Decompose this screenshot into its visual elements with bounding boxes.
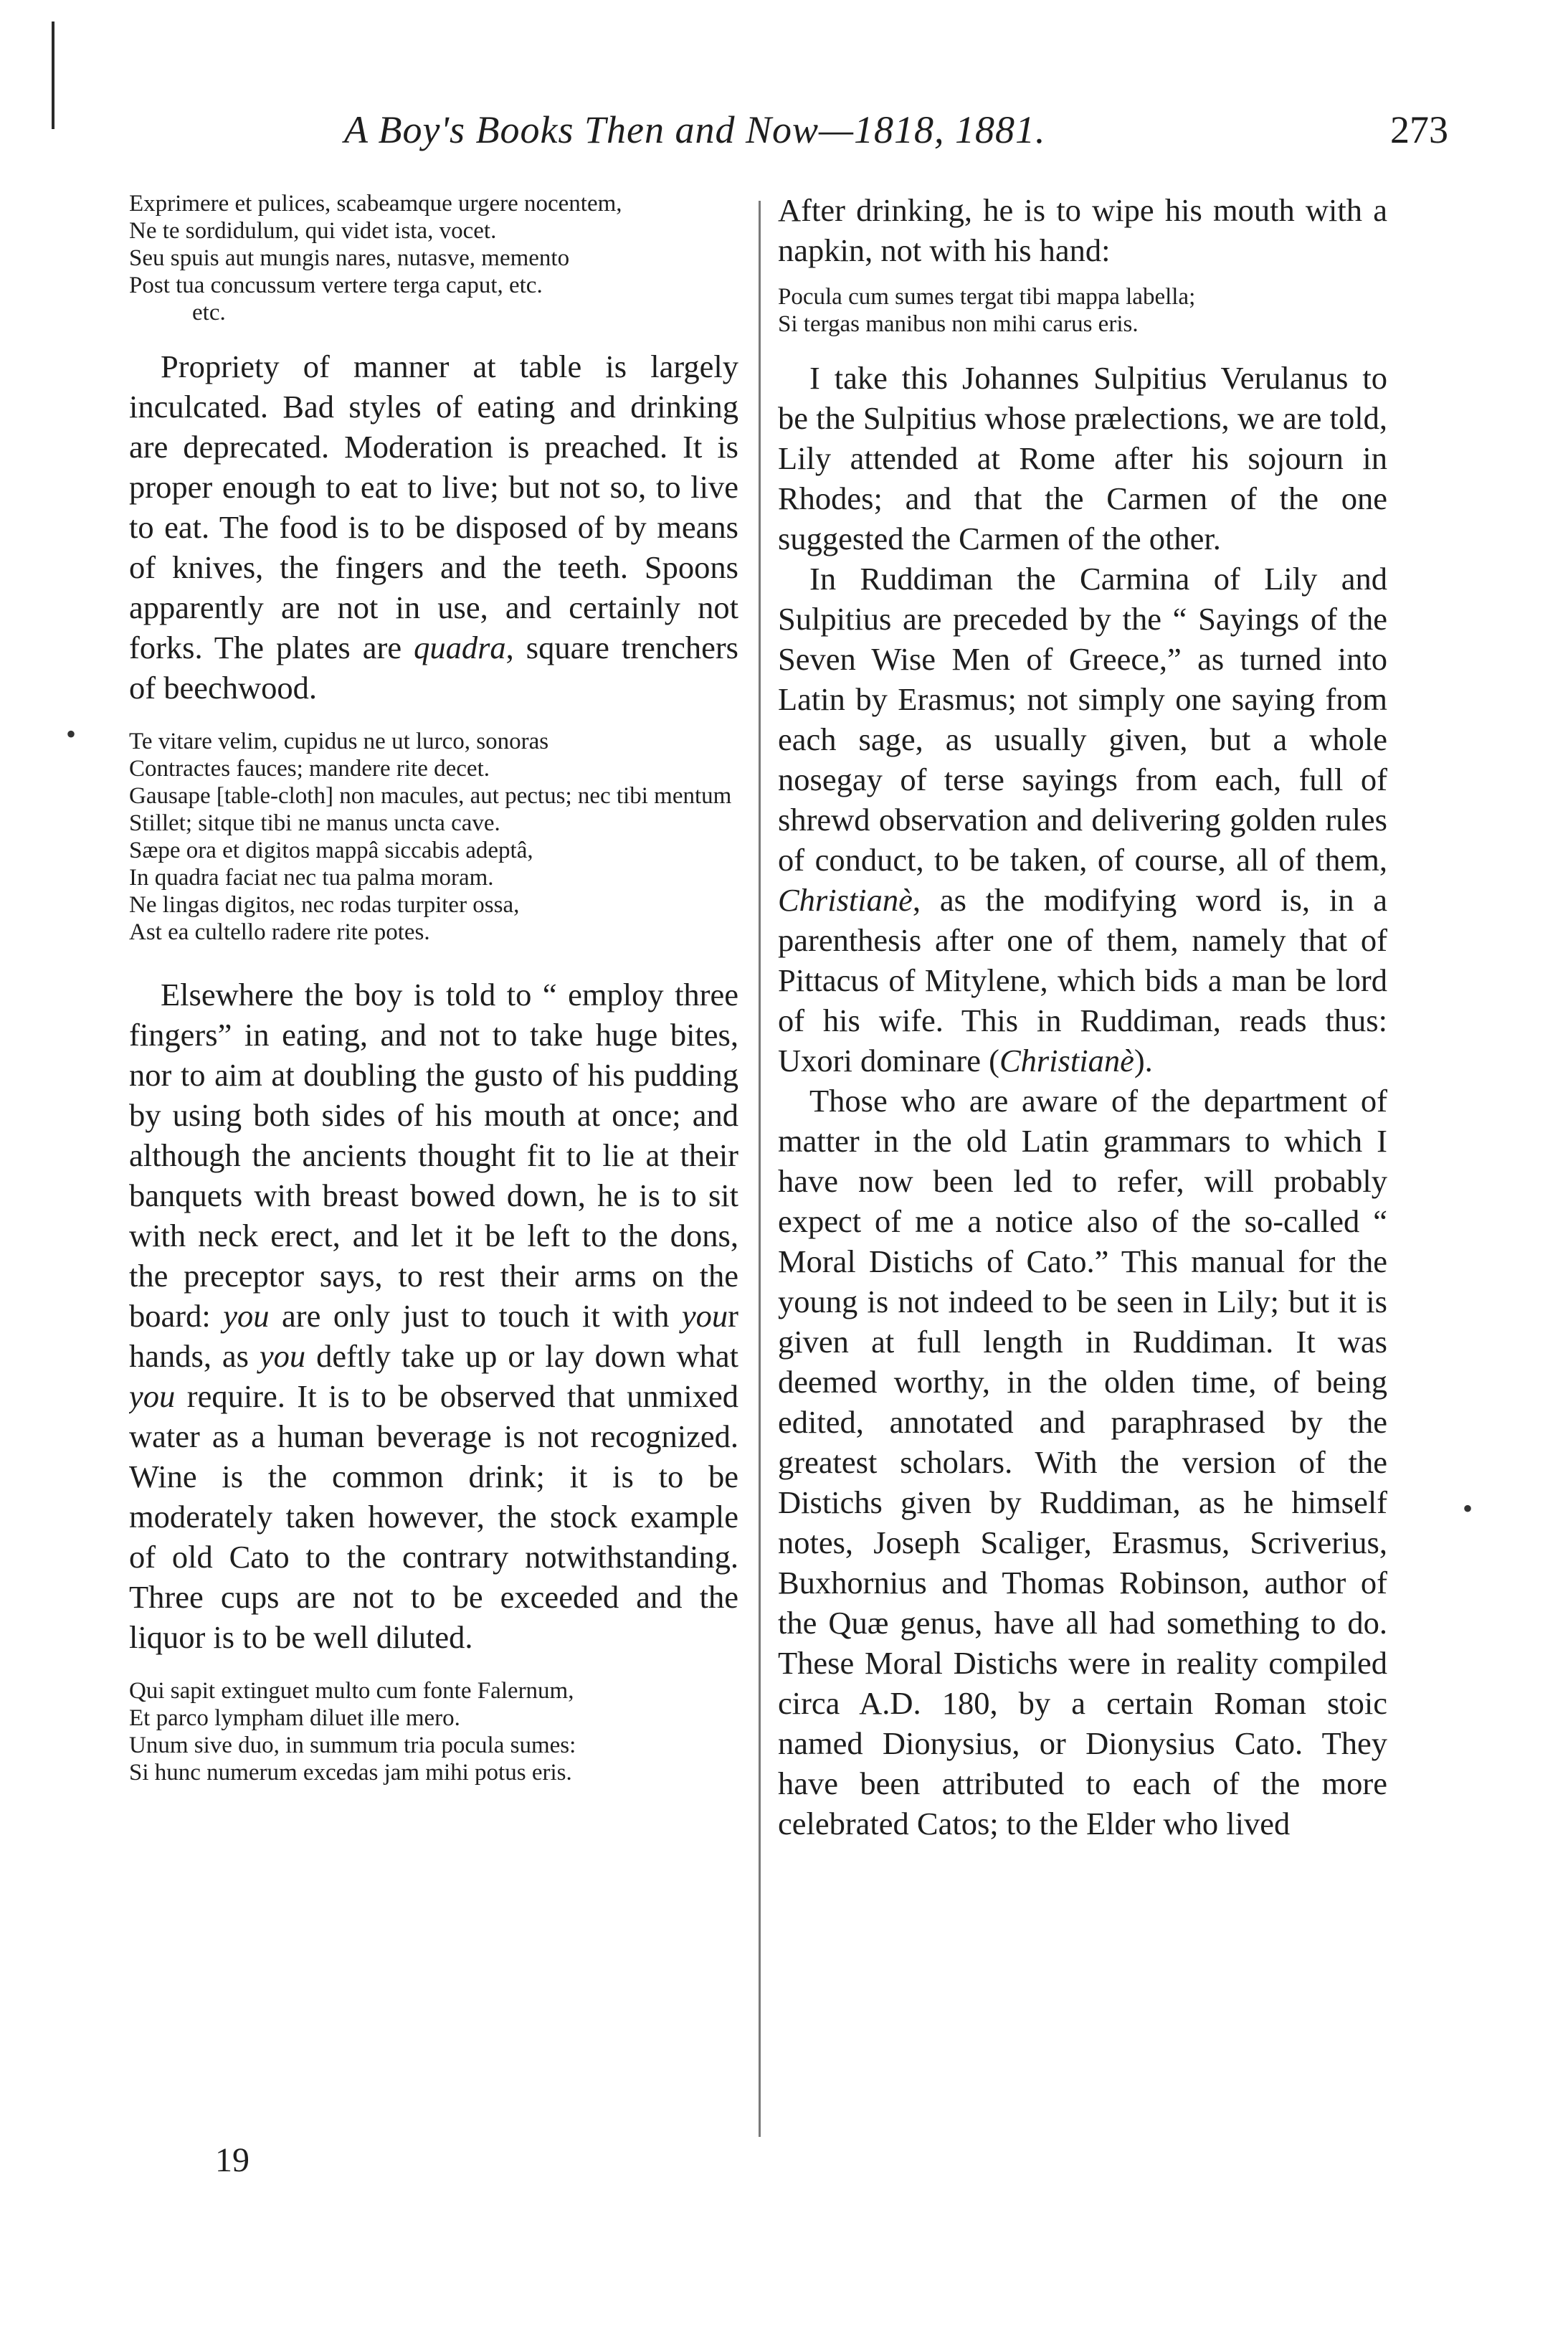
margin-mark [52,22,54,129]
paragraph: In Ruddiman the Carmina of Lily and Sulpitius are preceded by the “ Sayings of the Seven Wise Men of Greece,” as turned into Latin by Erasmus; not simply one saying from each sage, as usually given, but a whole nosegay of terse sayings from each, full of shrewd observation and delivering golden rules of conduct, to be taken, of course, all of them, Christianè, as the modifying word is, in a parenthesis after one of them, namely that of Pittacus of Mitylene, which bids a man be lord of his wife. This in Ruddiman, reads thus: Uxori dominare (Christianè). [778,561,1387,1078]
right-column [778,190,1387,2255]
stray-dot: • [1463,1492,1473,1525]
verse-line: Qui sapit extinguet multo cum fonte Falernum, [129,1678,574,1704]
running-header [344,108,1448,158]
verse-line: Stillet; sitque tibi ne manus uncta cave. [129,810,500,836]
verse-line: Ne lingas digitos, nec rodas turpiter ossa, [129,892,520,918]
verse-line: Te vitare velim, cupidus ne ut lurco, sonoras [129,729,549,754]
verse-line: Contractes fauces; mandere rite decet. [129,756,490,782]
verse-line: Gausape [table-cloth] non macules, aut pectus; nec tibi mentum [129,783,732,809]
latin-verse-1 [129,190,738,326]
verse-line: In quadra faciat nec tua palma moram. [129,865,494,891]
stray-dot: • [66,718,77,750]
verse-line: Si hunc numerum excedas jam mihi potus eris. [129,1760,572,1786]
paragraph: I take this Johannes Sulpitius Verulanus to be the Sulpitius whose prælections, we are told, Lily attended at Rome after his sojourn in Rhodes; and that the Carmen of the one suggested the Carmen of the other. [778,360,1387,556]
verse-line: Seu spuis aut mungis nares, nutasve, memento [129,245,570,271]
paragraph: Elsewhere the boy is told to “ employ three fingers” in eating, and not to take huge bites, nor to aim at doubling the gusto of his pudding by using both sides of his mouth at once; and although the ancients thought fit to lie at their banquets with breast bowed down, he is to sit with neck erect, and let it be left to the dons, the preceptor says, to rest their arms on the board: you are only just to touch it with your hands, as you deftly take up or lay down what you require. It is to be observed that unmixed water as a human beverage is not recognized. Wine is the common drink; it is to be moderately taken however, the stock example of old Cato to the contrary notwithstanding. Three cups are not to be exceeded and the liquor is to be well diluted. [129,977,738,1655]
signature-mark: 19 [215,2141,250,2179]
latin-verse-2 [129,728,738,946]
verse-line: Unum sive duo, in summum tria pocula sumes: [129,1732,576,1758]
column-rule [759,201,761,2137]
left-column [129,190,738,2255]
verse-line: Si tergas manibus non mihi carus eris. [778,311,1139,337]
running-title: A Boy's Books Then and Now—1818, 1881. [344,108,1046,151]
verse-line: etc. [192,300,226,326]
paragraph: After drinking, he is to wipe his mouth with a napkin, not with his hand: [778,192,1387,268]
verse-line: Post tua concussum vertere terga caput, etc. [129,272,543,298]
verse-line: Exprimere et pulices, scabeamque urgere nocentem, [129,191,622,217]
page-number: 273 [1390,108,1448,151]
verse-line: Et parco lympham diluet ille mero. [129,1705,460,1731]
verse-line: Ne te sordidulum, qui videt ista, vocet. [129,218,497,244]
latin-verse-3 [129,1677,738,1786]
verse-line: Sæpe ora et digitos mappâ siccabis adeptâ, [129,838,533,863]
verse-line: Pocula cum sumes tergat tibi mappa labella; [778,284,1196,310]
latin-verse-4 [778,283,1387,338]
verse-line: Ast ea cultello radere rite potes. [129,919,430,945]
paragraph: Propriety of manner at table is largely inculcated. Bad styles of eating and drinking are deprecated. Moderation is preached. It is proper enough to eat to live; but not so, to live to eat. The food is to be disposed of by means of knives, the fingers and the teeth. Spoons apparently are not in use, and certainly not forks. The plates are quadra, square trenchers of beechwood. [129,349,738,706]
paragraph: Those who are aware of the department of matter in the old Latin grammars to which I have now been led to refer, will probably expect of me a notice also of the so-called “ Moral Distichs of Cato.” This manual for the young is not indeed to be seen in Lily; but it is given at full length in Ruddiman. It was deemed worthy, in the olden time, of being edited, annotated and paraphrased by the greatest scholars. With the version of the Distichs given by Ruddiman, as he himself notes, Joseph Scaliger, Erasmus, Scriverius, Buxhornius and Thomas Robinson, author of the Quæ genus, have all had something to do. These Moral Distichs were in reality compiled circa A.D. 180, by a certain Roman stoic named Dionysius, or Dionysius Cato. They have been attributed to each of the more celebrated Catos; to the Elder who lived [778,1083,1387,1841]
